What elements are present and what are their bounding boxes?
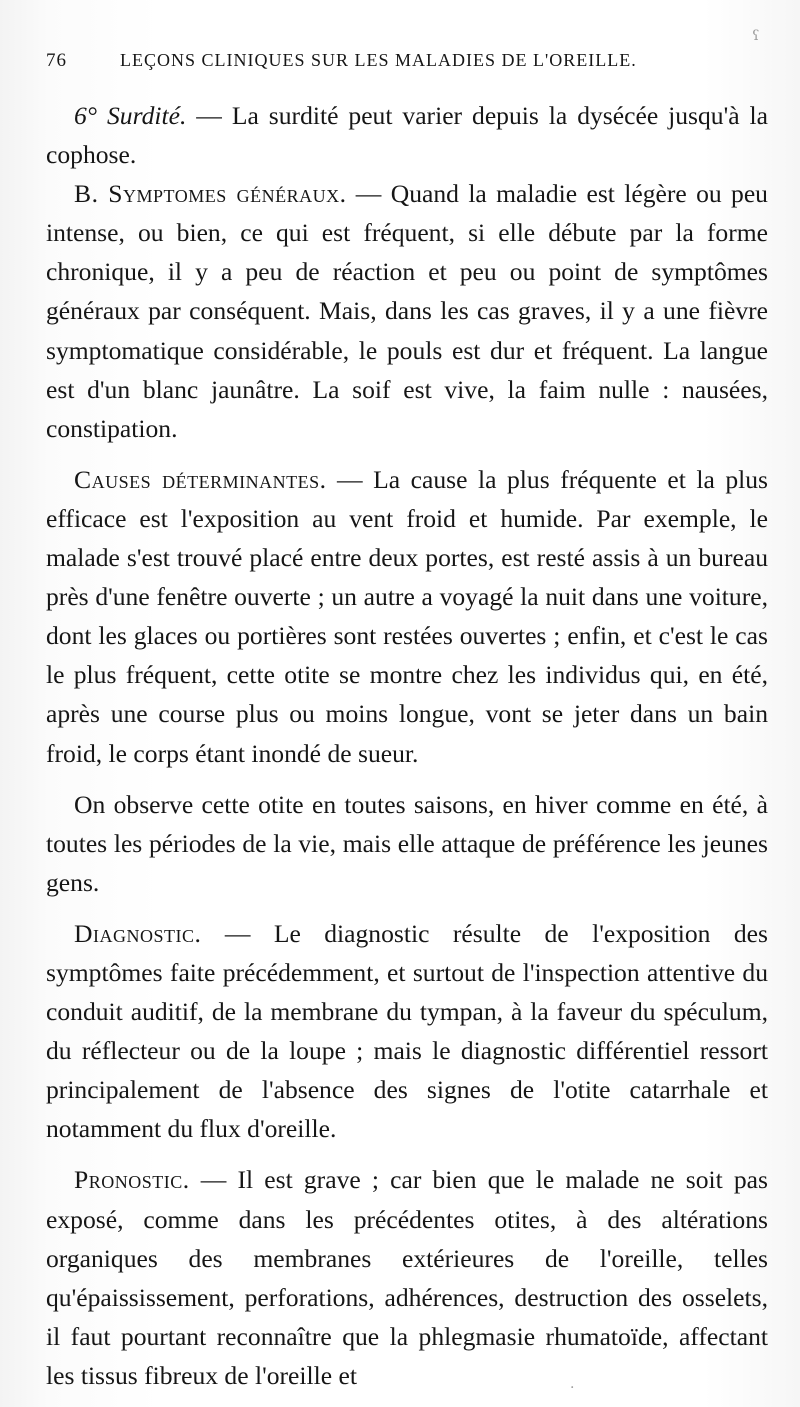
paragraph-saisons xyxy=(46,785,768,902)
paragraph-body: — La surdité peut varier depuis la dysécée jusqu'à la cophose. xyxy=(46,101,768,170)
page-text-block xyxy=(46,50,768,1395)
paragraph-heading: Pronostic. xyxy=(74,1165,190,1195)
paragraph-pronostic xyxy=(46,1160,768,1395)
margin-speck: ʕ xyxy=(752,28,760,44)
paragraph-causes-determinantes xyxy=(46,460,768,773)
paragraph-heading: 6° Surdité. xyxy=(74,101,187,130)
paragraph-body: — La cause la plus fréquente et la plus efficace est l'exposition au vent froid et humide. Par exemple, le malade s'est trouvé placé entre deux portes, est resté assis à un bureau près d'une fenêtre ouverte ; un autre a voyagé la nuit dans une voiture, dont les glaces ou portières sont restées ouvertes ; enfin, et c'est le cas le plus fréquent, cette otite se montre chez les individus qui, en été, après une course plus ou moins longue, vont se jeter dans un bain froid, le corps étant inondé de sueur. xyxy=(46,464,768,768)
paragraph-symptomes-generaux xyxy=(46,174,768,448)
paragraph-body: On observe cette otite en toutes saisons, en hiver comme en été, à toutes les périodes de la vie, mais elle attaque de préférence les jeunes gens. xyxy=(46,789,768,897)
page-number: 76 xyxy=(46,50,67,71)
paragraph-surdite xyxy=(46,96,768,174)
paragraph-body: — Le diagnostic résulte de l'exposition des symptômes faite précédemment, et surtout de l'inspection attentive du conduit auditif, de la membrane du tympan, à la faveur du spéculum, du réflecteur ou de la loupe ; mais le diagnostic différentiel ressort principalement de l'absence des signes de l'otite catarrhale et notamment du flux d'oreille. xyxy=(46,918,768,1144)
paragraph-diagnostic xyxy=(46,914,768,1149)
margin-speck: · xyxy=(570,1380,575,1396)
paragraph-body: — Il est grave ; car bien que le malade ne soit pas exposé, comme dans les précédentes otites, à des altérations organiques des membranes extérieures de l'oreille, telles qu'épaississement, perforations, adhérences, destruction des osselets, il faut pourtant reconnaître que la phlegmasie rhumatoïde, affectant les tissus fibreux de l'oreille et xyxy=(46,1165,768,1390)
paragraph-heading: Diagnostic. xyxy=(74,918,202,948)
paragraph-heading: B. Symptomes généraux. xyxy=(74,179,347,209)
running-head xyxy=(46,50,768,94)
running-title: LEÇONS CLINIQUES SUR LES MALADIES DE L'OREILLE. xyxy=(120,50,637,70)
paragraph-heading: Causes déterminantes. xyxy=(74,464,327,494)
paragraph-body: — Quand la maladie est légère ou peu intense, ou bien, ce qui est fréquent, si elle débute par la forme chronique, il y a peu de réaction et peu ou point de symptômes généraux par conséquent. Mais, dans les cas graves, il y a une fièvre symptomatique considérable, le pouls est dur et fréquent. La langue est d'un blanc jaunâtre. La soif est vive, la faim nulle : nausées, constipation. xyxy=(46,179,768,443)
